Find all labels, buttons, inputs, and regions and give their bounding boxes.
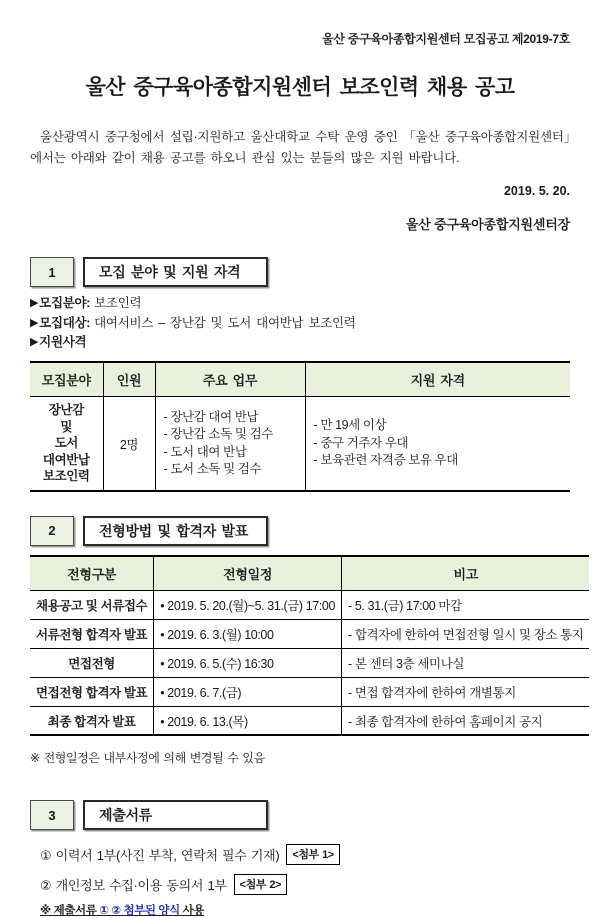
- section1-header: [30, 257, 570, 287]
- schedule-row: [30, 648, 589, 677]
- cell-schedule: • 2019. 6. 3.(월) 10:00: [154, 619, 342, 648]
- cell-count: 2명: [103, 397, 155, 491]
- submit-note-highlight: ① ② 첨부된 양식: [99, 905, 180, 918]
- schedule-row: [30, 619, 589, 648]
- col-header-duties: 주요 업무: [155, 362, 305, 397]
- document-signer: 울산 중구육아종합지원센터장: [405, 217, 570, 233]
- attachment1-badge: <첨부 1>: [286, 844, 339, 865]
- schedule-table: [30, 555, 589, 737]
- section2-number: 2: [30, 516, 74, 546]
- recruit-table-header-row: [30, 362, 570, 397]
- cell-type: 서류전형 합격자 발표: [30, 619, 154, 648]
- submit-item-text: ① 이력서 1부(사진 부착, 연락처 필수 기재): [40, 848, 280, 864]
- duty-line: - 장난감 소독 및 검수: [163, 427, 273, 442]
- cell-schedule: • 2019. 5. 20.(월)~5. 31.(금) 17:00: [154, 590, 342, 619]
- schedule-row: [30, 706, 589, 735]
- submit-item-resume: [40, 844, 570, 865]
- cell-note: - 면접 합격자에 한하여 개별통지: [342, 677, 590, 706]
- cell-type: 최종 합격자 발표: [30, 706, 154, 735]
- section3-header: [30, 800, 570, 830]
- submit-item-consent: [40, 874, 570, 895]
- section1-title: 모집 분야 및 지원 자격: [83, 257, 268, 287]
- field-line: 보조인력: [42, 469, 90, 484]
- duty-line: - 장난감 대여 반납: [163, 409, 259, 424]
- recruit-table-row: [30, 397, 570, 491]
- bullet-label: 지원사격: [39, 335, 87, 349]
- submit-note-suffix: 사용: [179, 905, 205, 918]
- bullet-value: 보조인력: [94, 296, 142, 311]
- intro-paragraph: 울산광역시 중구청에서 설립·지원하고 울산대학교 수탁 운영 중인 「울산 중구육아종합지원센터」에서는 아래와 같이 채용 공고를 하오니 관심 있는 분들의 많은 지원 바랍니다.: [30, 130, 570, 165]
- schedule-footnote: ※ 전형일정은 내부사정에 의해 변경될 수 있음: [30, 751, 265, 766]
- field-line: 및: [60, 419, 73, 434]
- schedule-row: [30, 590, 589, 619]
- document-title: 울산 중구육아종합지원센터 보조인력 채용 공고: [85, 76, 515, 99]
- submit-documents-list: [40, 844, 570, 895]
- bullet-label: 모집분야:: [39, 296, 91, 311]
- field-line: 대여반납: [42, 452, 90, 467]
- qual-line: - 중구 거주자 우대: [313, 435, 409, 450]
- field-line: 도서: [54, 436, 78, 451]
- schedule-row: [30, 677, 589, 706]
- cell-note: - 합격자에 한하여 면접전형 일시 및 장소 통지: [342, 619, 590, 648]
- cell-field: [30, 397, 103, 491]
- duty-line: - 도서 대여 반납: [163, 444, 247, 459]
- bullet-value: 대여서비스 – 장난감 및 도서 대여반납 보조인력: [94, 315, 356, 330]
- submit-note-prefix: ※ 제출서류: [40, 905, 100, 918]
- cell-schedule: • 2019. 6. 7.(금): [154, 677, 342, 706]
- cell-note: - 5. 31.(금) 17:00 마감: [342, 590, 590, 619]
- field-line: 장난감: [48, 403, 84, 418]
- recruit-table: [30, 361, 570, 492]
- section2-header: [30, 516, 570, 546]
- section3-number: 3: [30, 800, 74, 830]
- col-header-count: 인원: [103, 362, 155, 397]
- col-header-type: 전형구분: [30, 556, 154, 591]
- cell-note: - 최종 합격자에 한하여 홈페이지 공지: [342, 706, 590, 735]
- bullet-label: 모집대상:: [39, 315, 91, 330]
- cell-type: 면접전형: [30, 648, 154, 677]
- section2-title: 전형방법 및 합격자 발표: [83, 516, 268, 546]
- submit-note: [40, 902, 570, 918]
- triangle-bullet-icon: ▶: [30, 316, 39, 329]
- cell-quals: [305, 397, 570, 491]
- triangle-bullet-icon: ▶: [30, 297, 39, 310]
- col-header-quals: 지원 자격: [305, 362, 570, 397]
- section1-bullets: [30, 294, 570, 352]
- cell-schedule: • 2019. 6. 5.(수) 16:30: [154, 648, 342, 677]
- cell-duties: [155, 397, 305, 491]
- col-header-field: 모집분야: [30, 362, 103, 397]
- document-date: 2019. 5. 20.: [503, 184, 570, 199]
- duty-line: - 도서 소독 및 검수: [163, 462, 262, 477]
- submit-item-text: ② 개인정보 수집·이용 동의서 1부: [40, 878, 227, 894]
- section1-number: 1: [30, 257, 74, 287]
- col-header-note: 비고: [342, 556, 590, 591]
- notice-number: 울산 중구육아종합지원센터 모집공고 제2019-7호: [322, 32, 570, 46]
- triangle-bullet-icon: ▶: [30, 336, 39, 348]
- col-header-schedule: 전형일정: [154, 556, 342, 591]
- bullet-qualification: [30, 333, 570, 352]
- bullet-recruit-target: [30, 314, 570, 333]
- cell-note: - 본 센터 3층 세미나실: [342, 648, 590, 677]
- schedule-table-header-row: [30, 556, 589, 591]
- bullet-recruit-field: [30, 294, 570, 313]
- section3-title: 제출서류: [83, 800, 268, 830]
- qual-line: - 보육관련 자격증 보유 우대: [313, 453, 458, 468]
- attachment2-badge: <첨부 2>: [234, 874, 287, 895]
- cell-type: 채용공고 및 서류접수: [30, 590, 154, 619]
- cell-type: 면접전형 합격자 발표: [30, 677, 154, 706]
- qual-line: - 만 19세 이상: [313, 418, 387, 433]
- cell-schedule: • 2019. 6. 13.(목): [154, 706, 342, 735]
